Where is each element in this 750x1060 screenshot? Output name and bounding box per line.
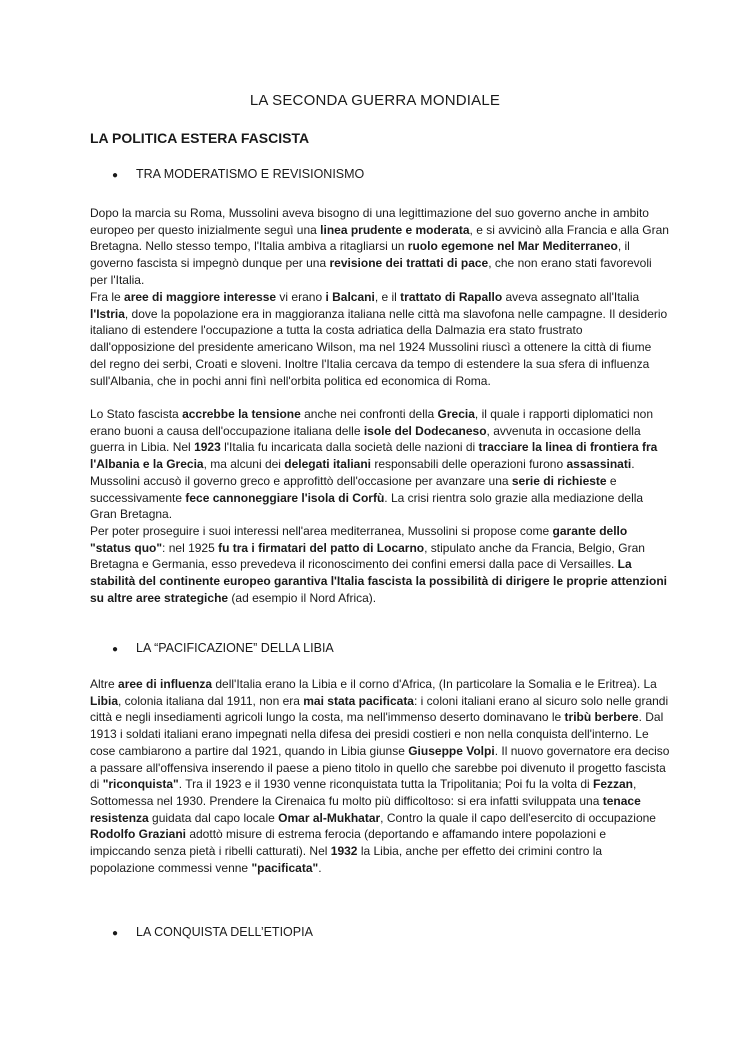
bullet-heading-moderatismo (112, 166, 364, 184)
text-run: , il quale i rapporti diplomatici non erano buoni a causa dell'occupazione italiana delle (90, 407, 654, 438)
text-run: , e si avvicinò alla Francia e alla Gran Bretagna. Nello stesso tempo, l'Italia ambiva a ritagliarsi un (90, 222, 669, 254)
bold-text-run: 1923 (194, 440, 221, 455)
text-run: Lo Stato fascista (90, 407, 183, 421)
text-run: vi erano (276, 290, 326, 304)
text-run: . La crisi rientra solo grazie alla mediazione della Gran Bretagna. (90, 490, 644, 522)
bold-text-run: isole del Dodecaneso (363, 423, 487, 438)
text-run: , avvenuta in occasione della guerra in Libia. Nel (90, 423, 641, 455)
text-run: , colonia italiana dal 1911, non era (118, 693, 304, 708)
text-run: (ad esempio il Nord Africa). (228, 590, 377, 605)
text-run: e successivamente (90, 473, 617, 505)
bold-text-run: Rodolfo Graziani (90, 827, 186, 842)
bullet-dot: ● (112, 644, 119, 655)
bold-text-run: Giuseppe Volpi (408, 743, 495, 758)
bold-text-run: aree di influenza (118, 677, 213, 691)
text-run: , dove la popolazione era in maggioranza italiana nelle città ma slavofona nelle campagne. Il desiderio italiano di estendere l'occupazione a tutta la costa adriatica della Dalmazia era stato frustrato dall'opposizione del presidente americano Wilson, ma nel 1924 Mussolini riuscì a ottenere la città di fiume del regno dei serbi, Croati e sloveni. Inoltre l'Italia cercava da tempo di estendere la sua sfera di influenza sull'Albania, che in pochi anni finì nell'orbita politica ed economica di Roma. (90, 306, 668, 388)
bullet-heading-label: LA CONQUISTA DELL’ETIOPIA (136, 925, 313, 939)
bold-text-run: accrebbe la tensione (182, 407, 301, 421)
bold-text-run: Grecia (437, 407, 475, 421)
paragraph (90, 523, 670, 607)
text-run: . (318, 860, 322, 875)
text-run: . Tra il 1923 e il 1930 venne riconquistata tutta la Tripolitania; Poi fu la volta di (178, 777, 593, 792)
document-title: LA SECONDA GUERRA MONDIALE (249, 92, 501, 109)
bold-text-run: linea prudente e moderata (320, 222, 470, 237)
text-run: , che non erano stati favorevoli per l'Italia. (90, 256, 652, 287)
bold-text-run: trattato di Rapallo (400, 290, 503, 304)
text-run: anche nei confronti della (300, 407, 438, 421)
text-run: , il governo fascista si impegnò dunque per una (90, 239, 630, 271)
paragraph (90, 205, 670, 289)
bold-text-run: tracciare la linea di frontiera fra l'Albania e la Grecia (90, 440, 658, 472)
text-run: : i coloni italiani erano al sicuro solo nelle grandi città e negli insediamenti agricoli lungo la costa, ma nell'immenso deserto dominavano le (90, 693, 669, 725)
bullet-dot: ● (112, 928, 119, 939)
bold-text-run: revisione dei trattati di pace (329, 256, 489, 271)
text-run: . Mussolini accusò il governo greco e approfittò dell'occasione per avanzare una (90, 457, 635, 488)
bold-text-run: tenace resistenza (90, 793, 641, 825)
bold-text-run: Omar al-Mukhatar (278, 810, 381, 825)
bold-text-run: serie di richieste (511, 473, 607, 488)
text-run: , Sottomessa nel 1930. Prendere la Cirenaica fu molto più difficoltoso: si era infatti sviluppata una (90, 777, 637, 808)
text-run: l'Italia fu incaricata dalla società delle nazioni di (220, 440, 479, 455)
text-run: dell'Italia erano la Libia e il corno d'Africa, (In particolare la Somalia e le Eritrea). La (212, 677, 657, 691)
bold-text-run: l'Istria (90, 306, 125, 321)
bold-text-run: ruolo egemone nel Mar Mediterraneo (407, 239, 618, 254)
bold-text-run: La stabilità del continente europeo garantiva l'Italia fascista la possibilità di dirigere le proprie attenzioni su altre aree strategiche (90, 557, 667, 605)
bold-text-run: assassinati (566, 457, 632, 472)
bold-text-run: Libia (90, 693, 119, 708)
bullet-heading-label: TRA MODERATISMO E REVISIONISMO (136, 167, 365, 181)
bold-text-run: "riconquista" (102, 777, 179, 792)
text-run: responsabili delle operazioni furono (371, 457, 567, 472)
paragraph (90, 676, 670, 876)
text-run: , stipulato anche da Francia, Belgio, Gran Bretagna e Germania, esso prevedeva il riconoscimento dei confini emersi dalla pace di Versailles. (90, 540, 645, 572)
bold-text-run: Fezzan (593, 777, 634, 792)
bold-text-run: garante dello "status quo" (90, 524, 628, 555)
text-run: : nel 1925 (162, 540, 219, 555)
text-run: Dopo la marcia su Roma, Mussolini aveva bisogno di una legittimazione del suo governo anche in ambito europeo per questo inizialmente seguì una (90, 206, 649, 237)
section-heading: LA POLITICA ESTERA FASCISTA (90, 130, 310, 146)
text-run: Fra le (90, 290, 125, 304)
text-run: , ma alcuni dei (203, 457, 285, 472)
bold-text-run: mai stata pacificata (303, 693, 414, 708)
text-run: . Il nuovo governatore era deciso a passare all'offensiva inserendo il paese a pieno titolo in quello che sarebbe poi divenuto il progetto fascista di (90, 743, 670, 792)
text-run: guidata dal capo locale (148, 810, 279, 825)
bullet-dot: ● (112, 170, 119, 181)
bold-text-run: fece cannoneggiare l'isola di Corfù (185, 490, 385, 505)
paragraph (90, 406, 670, 523)
bullet-heading-label: LA “PACIFICAZIONE” DELLA LIBIA (136, 641, 334, 655)
paragraph (90, 289, 670, 389)
text-run: Per poter proseguire i suoi interessi nell'area mediterranea, Mussolini si propose come (90, 524, 553, 538)
bold-text-run: 1932 (330, 844, 358, 859)
bold-text-run: tribù berbere (564, 710, 639, 725)
bold-text-run: fu tra i firmatari del patto di Locarno (218, 540, 425, 555)
text-run: , Contro la quale il capo dell'esercito di occupazione (380, 810, 656, 825)
bold-text-run: "pacificata" (251, 860, 319, 875)
text-run: , e il (374, 290, 401, 304)
text-run: aveva assegnato all'Italia (502, 290, 640, 304)
text-run: adottò misure di estrema ferocia (deportando e affamando intere popolazioni e impiccando senza pietà i ribelli catturati). Nel (90, 827, 607, 859)
bullet-heading-libia (112, 640, 334, 658)
bold-text-run: aree di maggiore interesse (124, 290, 277, 304)
text-run: . Dal 1913 i soldati italiani erano impegnati nella difesa dei presidi costieri e non nella conquista dell'interno. Le cose cambiarono a partire dal 1921, quando in Libia giunse (90, 710, 664, 758)
bold-text-run: delegati italiani (284, 457, 371, 472)
text-run: Altre (90, 677, 119, 691)
bullet-heading-etiopia (112, 924, 313, 942)
bold-text-run: i Balcani (325, 290, 375, 304)
text-run: la Libia, anche per effetto dei crimini contro la popolazione commessi venne (90, 844, 603, 875)
